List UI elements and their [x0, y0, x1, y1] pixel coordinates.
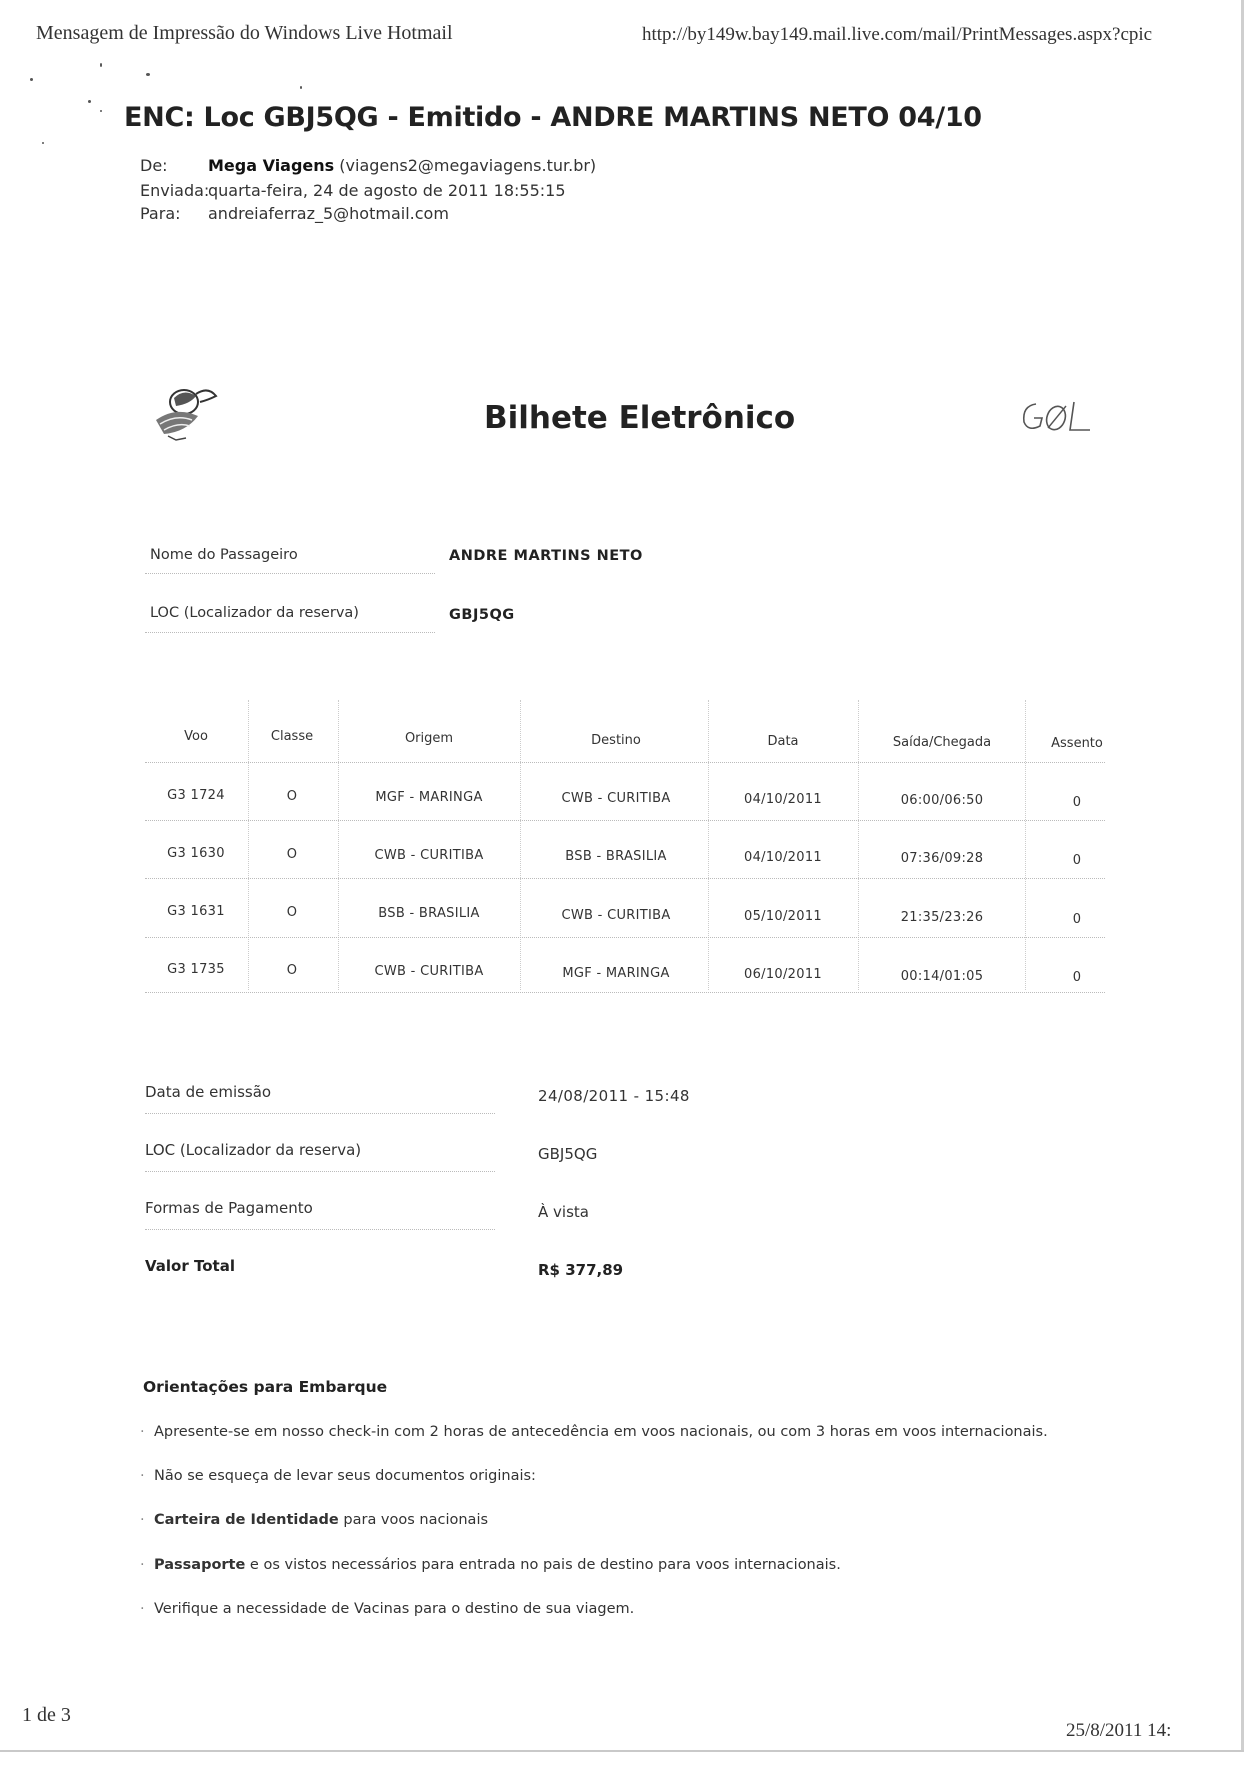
to-value: andreiaferraz_5@hotmail.com: [208, 204, 449, 223]
email-subject: ENC: Loc GBJ5QG - Emitido - ANDRE MARTINS NETO 04/10: [124, 102, 982, 133]
scan-speck: [42, 142, 44, 144]
divider: [145, 992, 1105, 993]
issue-date-label: Data de emissão: [145, 1083, 272, 1101]
guidance-title: Orientações para Embarque: [143, 1378, 388, 1396]
guidance-item: · Verifique a necessidade de Vacinas para o destino de sua viagem.: [140, 1601, 635, 1617]
from-name: Mega Viagens: [208, 156, 335, 175]
scan-speck: [30, 78, 33, 81]
cell-origem: BSB - BRASILIA: [378, 906, 480, 921]
summary-loc-value: GBJ5QG: [538, 1145, 598, 1163]
guidance-item: · Passaporte e os vistos necessários para entrada no pais de destino para voos internacionais.: [140, 1557, 841, 1573]
cell-classe: O: [286, 963, 298, 978]
gol-airline-logo-icon: [1018, 398, 1096, 438]
total-label: Valor Total: [145, 1257, 235, 1275]
cell-classe: O: [286, 905, 298, 920]
payment-label: Formas de Pagamento: [145, 1199, 313, 1217]
cell-origem: CWB - CURITIBA: [374, 964, 484, 979]
header-data: Data: [767, 734, 799, 749]
sent-value: quarta-feira, 24 de agosto de 2011 18:55:15: [208, 181, 566, 200]
divider: [145, 1229, 495, 1230]
column-separator: [248, 700, 249, 990]
guidance-item: · Não se esqueça de levar seus documentos originais:: [140, 1468, 536, 1484]
cell-voo: G3 1631: [167, 904, 225, 919]
scan-speck: [88, 100, 91, 103]
sent-label: Enviada:: [140, 181, 210, 200]
divider: [145, 762, 1105, 763]
header-saida-chegada: Saída/Chegada: [892, 735, 992, 750]
header-voo: Voo: [184, 729, 208, 744]
column-separator: [1025, 700, 1026, 990]
column-separator: [520, 700, 521, 990]
divider: [145, 820, 1105, 821]
divider: [145, 632, 435, 633]
scan-speck: [300, 86, 302, 89]
loc-label: LOC (Localizador da reserva): [150, 605, 359, 621]
cell-assento: 0: [1072, 853, 1082, 868]
print-date: 25/8/2011 14:: [1066, 1720, 1172, 1741]
cell-origem: MGF - MARINGA: [375, 790, 483, 805]
header-classe: Classe: [270, 729, 314, 744]
cell-saida-chegada: 00:14/01:05: [900, 969, 984, 984]
guidance-bold-text: Passaporte: [154, 1557, 246, 1573]
cell-destino: BSB - BRASILIA: [565, 849, 667, 864]
loc-value: GBJ5QG: [449, 607, 515, 623]
divider: [145, 1113, 495, 1114]
page-number: 1 de 3: [22, 1704, 71, 1726]
cell-voo: G3 1630: [167, 846, 225, 861]
from-label: De:: [140, 156, 168, 175]
cell-classe: O: [286, 847, 298, 862]
guidance-text: Não se esqueça de levar seus documentos originais:: [154, 1468, 536, 1484]
header-assento: Assento: [1051, 736, 1103, 751]
print-header-url: http://by149w.bay149.mail.live.com/mail/PrintMessages.aspx?cpic: [642, 24, 1153, 45]
cell-classe: O: [286, 789, 298, 804]
print-header-title: Mensagem de Impressão do Windows Live Hotmail: [36, 22, 453, 44]
summary-loc-label: LOC (Localizador da reserva): [145, 1141, 362, 1159]
cell-data: 04/10/2011: [744, 850, 822, 865]
total-value: R$ 377,89: [538, 1261, 624, 1279]
scan-speck: [100, 110, 102, 112]
guidance-item: · Apresente-se em nosso check-in com 2 horas de antecedência em voos nacionais, ou com 3 horas em voos internacionais.: [140, 1424, 1048, 1440]
guidance-text: e os vistos necessários para entrada no pais de destino para voos internacionais.: [245, 1557, 841, 1573]
cell-voo: G3 1724: [167, 788, 225, 803]
guidance-bold-text: Carteira de Identidade: [154, 1512, 339, 1528]
divider: [145, 937, 1105, 938]
guidance-text: para voos nacionais: [338, 1512, 489, 1528]
passenger-value: ANDRE MARTINS NETO: [449, 548, 643, 564]
cell-assento: 0: [1072, 795, 1082, 810]
cell-data: 04/10/2011: [744, 792, 822, 807]
scan-speck: [146, 73, 150, 76]
guidance-text: Apresente-se em nosso check-in com 2 horas de antecedência em voos nacionais, ou com 3 horas em voos internacionais.: [154, 1424, 1048, 1440]
payment-value: À vista: [538, 1203, 589, 1221]
cell-saida-chegada: 21:35/23:26: [900, 910, 984, 925]
page-bottom-edge: [0, 1750, 1244, 1769]
divider: [145, 1171, 495, 1172]
ticket-title: Bilhete Eletrônico: [484, 400, 796, 436]
divider: [145, 573, 435, 574]
cell-destino: CWB - CURITIBA: [561, 908, 671, 923]
issue-date-value: 24/08/2011 - 15:48: [538, 1087, 690, 1105]
cell-data: 05/10/2011: [744, 909, 822, 924]
header-origem: Origem: [404, 731, 454, 746]
scan-speck: [100, 63, 102, 67]
column-separator: [708, 700, 709, 990]
cell-data: 06/10/2011: [744, 967, 822, 982]
cell-destino: MGF - MARINGA: [562, 966, 670, 981]
cell-assento: 0: [1072, 970, 1082, 985]
cell-saida-chegada: 07:36/09:28: [900, 851, 984, 866]
cell-destino: CWB - CURITIBA: [561, 791, 671, 806]
cell-saida-chegada: 06:00/06:50: [900, 793, 984, 808]
guidance-text: Verifique a necessidade de Vacinas para o destino de sua viagem.: [154, 1601, 635, 1617]
cell-origem: CWB - CURITIBA: [374, 848, 484, 863]
cell-assento: 0: [1072, 912, 1082, 927]
to-label: Para:: [140, 204, 181, 223]
cell-voo: G3 1735: [167, 962, 225, 977]
column-separator: [858, 700, 859, 990]
header-destino: Destino: [591, 733, 641, 748]
from-value: [208, 156, 596, 175]
divider: [145, 878, 1105, 879]
from-email: (viagens2@megaviagens.tur.br): [339, 156, 597, 175]
column-separator: [338, 700, 339, 990]
guidance-item: · Carteira de Identidade para voos nacionais: [140, 1512, 489, 1528]
passenger-label: Nome do Passageiro: [150, 547, 298, 563]
agency-logo-icon: [146, 380, 226, 446]
